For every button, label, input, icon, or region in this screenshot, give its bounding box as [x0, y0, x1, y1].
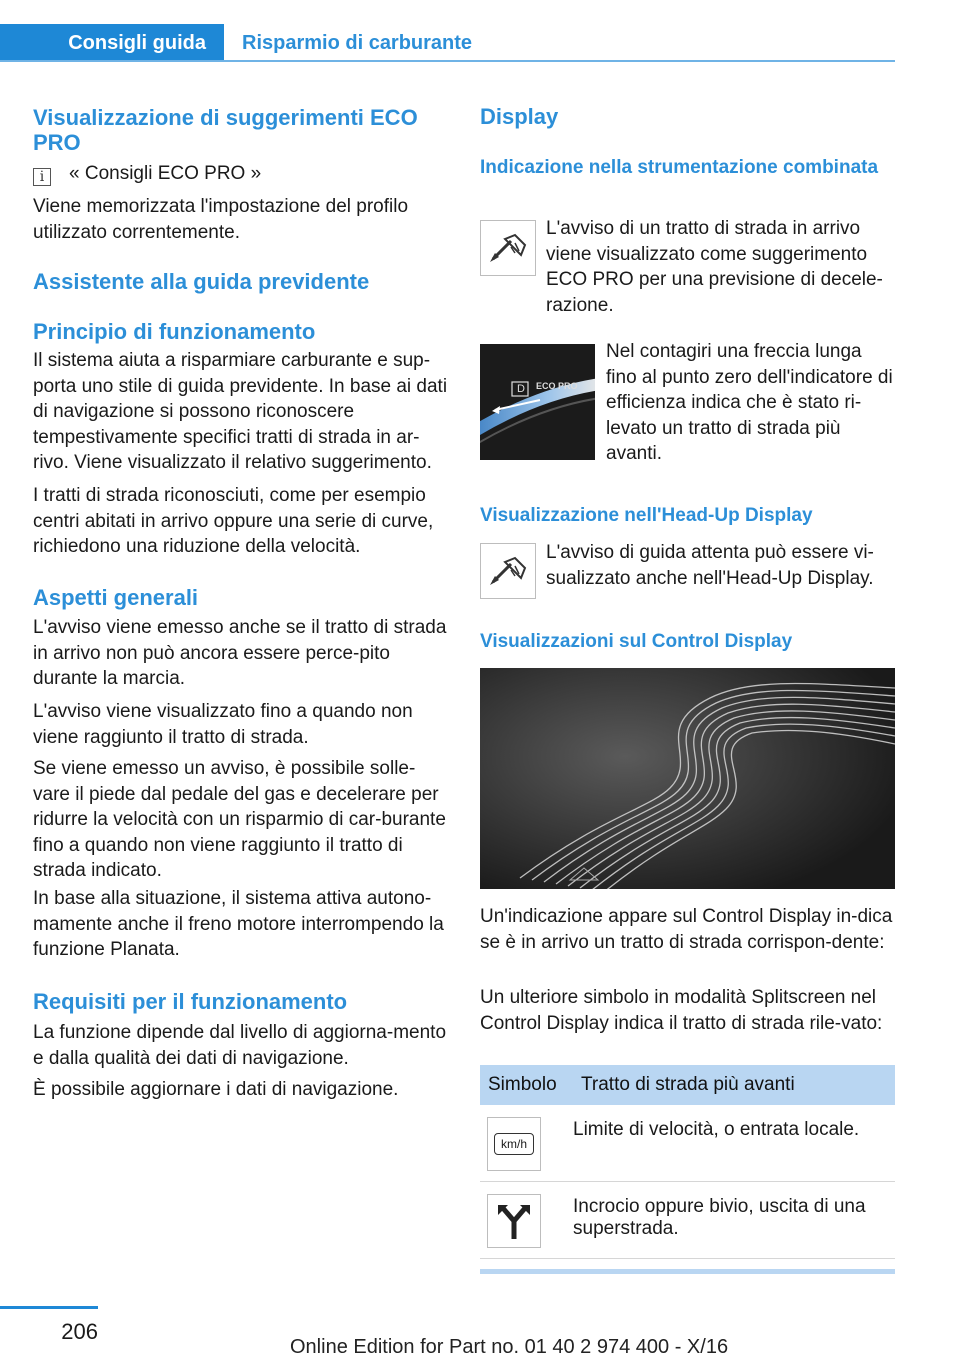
road-curves-graphic — [480, 668, 895, 889]
cluster-paragraph-1-start — [546, 216, 896, 318]
edition-footer: Online Edition for Part no. 01 40 2 974 400 - X/16 — [290, 1336, 729, 1358]
control-display-image — [480, 668, 895, 889]
table-header-row — [480, 1065, 895, 1105]
cluster-paragraph-1: L'avviso di un tratto di strada in arrivo viene visualizzato come suggerimento ECO PRO per una previsione di decele-razione. — [546, 218, 883, 316]
speed-limit-icon — [487, 1117, 541, 1171]
assistant-heading: Assistente alla guida previdente — [33, 269, 370, 294]
control-heading: Visualizzazioni sul Control Display — [480, 631, 793, 652]
principle-paragraph-2: I tratti di strada riconosciuti, come per esempio centri abitati in arrivo oppure una serie di curve, richiedono una riduzione della velocità. — [33, 485, 434, 557]
eco-pro-gauge-icon — [480, 344, 595, 460]
tachometer-image — [480, 344, 595, 460]
symbol-table — [480, 1065, 895, 1274]
eco-tips-menu-line — [33, 163, 261, 186]
requirements-paragraph-1: La funzione dipende dal livello di aggiorna-mento e dalla qualità dei dati di navigazione. — [33, 1022, 447, 1069]
control-paragraph-1: Un'indicazione appare sul Control Display in-dica se è in arrivo un tratto di strada corrispon-dente: — [480, 906, 893, 953]
mode-label: ECO PRO — [536, 381, 578, 391]
general-paragraph-1: L'avviso viene emesso anche se il tratto di strada in arrivo non può ancora essere perce-pito durante la marcia. — [33, 617, 447, 689]
display-heading: Display — [480, 104, 559, 129]
general-paragraph-3: Se viene emesso un avviso, è possibile solle-vare il piede dal pedale del gas e decelerare per ridurre la velocità con un risparmio di car-burante fino a quando non viene raggiunto il tratto di strada indicato. — [33, 758, 446, 881]
tab-consigli-guida[interactable] — [0, 24, 224, 62]
table-header-symbol: Simbolo — [480, 1065, 573, 1105]
attention-warning-thumbnail — [480, 220, 536, 276]
junction-icon — [487, 1194, 541, 1248]
eco-tips-text: Viene memorizzata l'impostazione del profilo utilizzato correntemente. — [33, 196, 409, 243]
header-rule — [0, 60, 895, 62]
slow-down-icon — [481, 221, 535, 275]
gear-label: D — [517, 383, 525, 395]
eco-tips-menu: « Consigli ECO PRO » — [69, 163, 262, 184]
table-header-meaning: Tratto di strada più avanti — [573, 1065, 895, 1105]
slow-down-icon — [481, 544, 535, 598]
table-row — [480, 1105, 895, 1182]
principle-paragraph-1: Il sistema aiuta a risparmiare carburante e sup-porta uno stile di guida previdente. In base ai dati di navigazione si possono riconoscere tempestivamente specifici tratti di strada in ar-rivo. Viene visualizzato il relativo suggerimento. — [33, 350, 448, 473]
hud-heading: Visualizzazione nell'Head-Up Display — [480, 505, 813, 526]
info-icon: i — [33, 168, 51, 186]
requirements-paragraph-2: È possibile aggiornare i dati di navigazione. — [33, 1079, 399, 1100]
table-cell-meaning: Incrocio oppure bivio, uscita di una superstrada. — [573, 1182, 895, 1259]
hud-warning-thumbnail — [480, 543, 536, 599]
cluster-heading: Indicazione nella strumentazione combinata — [480, 157, 879, 178]
table-bottom-rule — [480, 1269, 895, 1274]
hud-paragraph: L'avviso di guida attenta può essere vi-sualizzato anche nell'Head-Up Display. — [546, 542, 874, 589]
page-number: 206 — [0, 1306, 98, 1346]
cluster-paragraph-2: Nel contagiri una freccia lunga fino al punto zero dell'indicatore di efficienza indica che è stato ri-levato un tratto di strada più avanti. — [606, 341, 893, 464]
table-row — [480, 1182, 895, 1259]
table-cell-meaning: Limite di velocità, o entrata locale. — [573, 1105, 895, 1182]
general-heading: Aspetti generali — [33, 585, 199, 610]
requirements-heading: Requisiti per il funzionamento — [33, 989, 348, 1014]
general-paragraph-4: In base alla situazione, il sistema attiva autono-mamente anche il freno motore interrompendo la funzione Planata. — [33, 888, 444, 960]
eco-tips-heading: Visualizzazione di suggerimenti ECO PRO — [33, 105, 418, 155]
general-paragraph-2: L'avviso viene visualizzato fino a quando non viene raggiunto il tratto di strada. — [33, 701, 413, 748]
tab-label: Risparmio di carburante — [242, 31, 473, 54]
speed-limit-label: km/h — [494, 1133, 534, 1155]
tab-risparmio-carburante[interactable] — [224, 24, 472, 62]
control-paragraph-2: Un ulteriore simbolo in modalità Splitscreen nel Control Display indica il tratto di strada rile-vato: — [480, 987, 883, 1034]
tab-label: Consigli guida — [68, 31, 206, 54]
principle-heading: Principio di funzionamento — [33, 319, 316, 344]
